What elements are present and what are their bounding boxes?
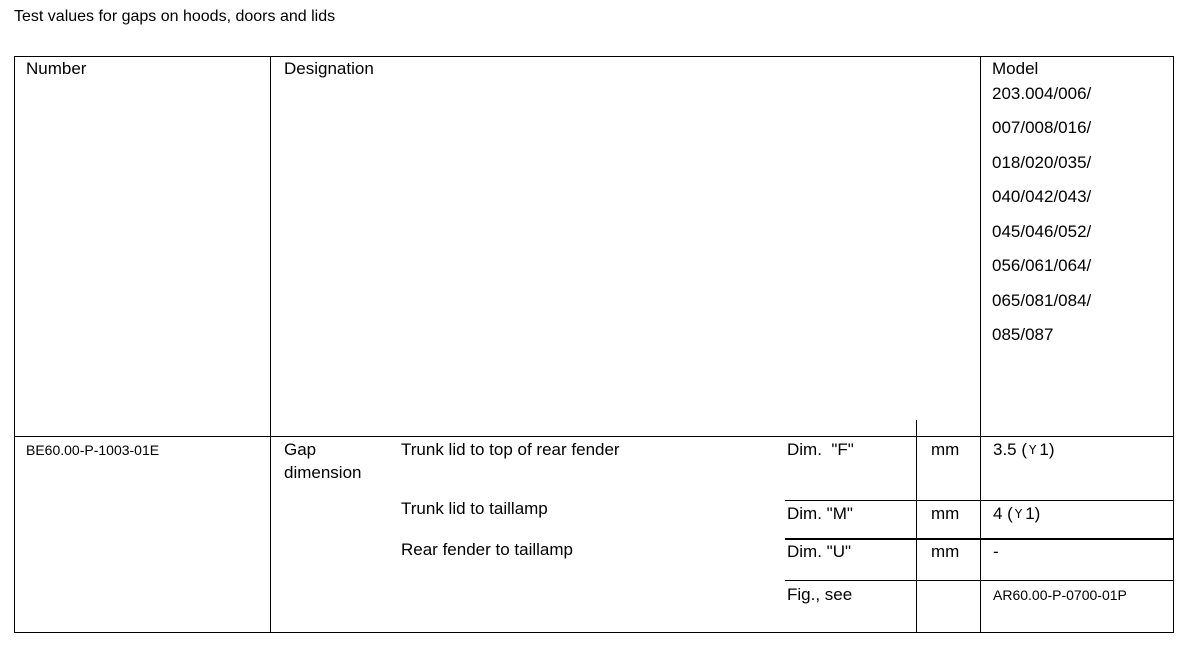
model-line: 056/061/064/ <box>992 256 1092 275</box>
row-divider-3 <box>785 580 1174 581</box>
item-dimension: Dim. "U" <box>787 542 852 561</box>
model-line: 065/081/084/ <box>992 291 1092 310</box>
row-divider-1 <box>785 500 1174 501</box>
item-unit: mm <box>931 542 960 561</box>
row-divider-2 <box>785 538 1174 540</box>
item-unit: mm <box>931 440 960 459</box>
item-value <box>993 504 1040 524</box>
item-dimension: Dim. "F" <box>787 440 854 459</box>
model-line: 007/008/016/ <box>992 118 1092 137</box>
value-tolerance: 1) <box>1025 504 1041 523</box>
model-line: 018/020/035/ <box>992 153 1092 172</box>
table-right-border <box>1173 56 1174 633</box>
item-description: Rear fender to taillamp <box>401 540 573 559</box>
model-line: 085/087 <box>992 325 1054 344</box>
item-dimension: Dim. "M" <box>787 504 853 523</box>
header-designation: Designation <box>284 59 374 78</box>
table-top-border <box>14 56 1174 57</box>
column-divider-unit <box>916 420 917 633</box>
group-label-line2: dimension <box>284 463 362 482</box>
item-value: - <box>993 542 999 561</box>
item-description: Trunk lid to taillamp <box>401 499 548 518</box>
group-label-line1: Gap <box>284 440 317 459</box>
item-description: Trunk lid to top of rear fender <box>401 440 620 459</box>
item-value <box>993 440 1055 460</box>
page-title: Test values for gaps on hoods, doors and lids <box>14 8 336 25</box>
model-line: 203.004/006/ <box>992 84 1092 103</box>
column-divider-model <box>980 56 981 633</box>
value-main: 4 ( <box>993 504 1013 523</box>
model-line: 045/046/052/ <box>992 222 1092 241</box>
table-left-border <box>14 56 15 633</box>
item-unit: mm <box>931 504 960 523</box>
header-number: Number <box>26 59 87 78</box>
header-model: Model <box>992 59 1039 78</box>
plus-minus-icon: Y <box>1029 443 1037 457</box>
plus-minus-icon: Y <box>1014 507 1023 521</box>
value-tolerance: 1) <box>1039 440 1055 459</box>
figure-reference: AR60.00-P-0700-01P <box>993 587 1127 603</box>
header-divider <box>14 436 1174 437</box>
value-main: 3.5 ( <box>993 440 1028 459</box>
model-line: 040/042/043/ <box>992 187 1092 206</box>
document-number: BE60.00-P-1003-01E <box>26 442 160 458</box>
table-bottom-border <box>14 632 1174 633</box>
column-divider-number <box>270 56 271 633</box>
figure-label: Fig., see <box>787 585 853 604</box>
